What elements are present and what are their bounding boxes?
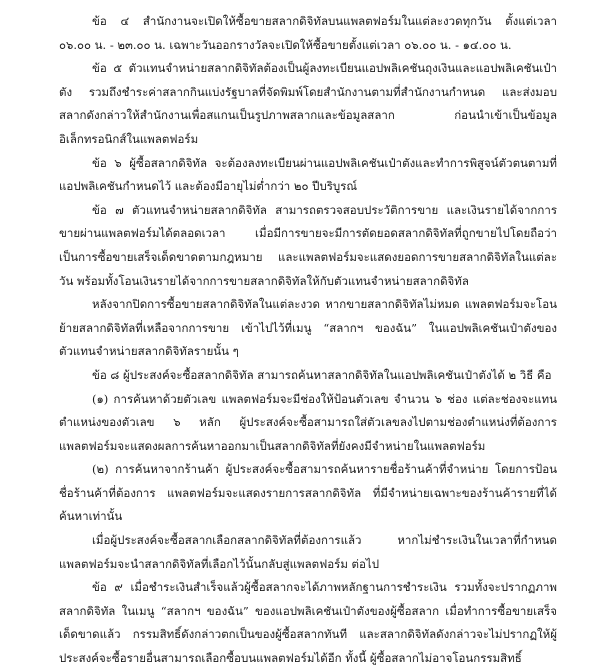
- paragraph-clause-4: ข้อ ๔ สำนักงานจะเปิดให้ซื้อขายสลากดิจิทัลบนแพลตฟอร์มในแต่ละงวดทุกวัน ตั้งแต่เวลา ๐๖.๐๐ น. - ๒๓.๐๐ น. เฉพาะวันออกรางวัลจะเปิดให้ซื้อขายตั้งแต่เวลา ๐๖.๐๐ น. - ๑๔.๐๐ น.: [59, 14, 557, 52]
- paragraph-clause-7-continued: หลังจากปิดการซื้อขายสลากดิจิทัลในแต่ละงวด หากขายสลากดิจิทัลไม่หมด แพลตฟอร์มจะโอนย้ายสลากดิจิทัลที่เหลือจากการขาย เข้าไปไว้ที่เมนู “สลากฯ ของฉัน” ในแอปพลิเคชันเป๋าตังของตัวแทนจำหน่ายสลากดิจิทัลรายนั้น ๆ: [59, 297, 557, 359]
- paragraph-clause-9: ข้อ ๙ เมื่อชำระเงินสำเร็จแล้วผู้ซื้อสลากจะได้ภาพหลักฐานการชำระเงิน รวมทั้งจะปรากฏภาพสลากดิจิทัล ในเมนู “สลากฯ ของฉัน” ของแอปพลิเคชันเป๋าตังของผู้ซื้อสลาก เมื่อทำการซื้อขายเสร็จเด็ดขาดแล้ว กรรมสิทธิ์ดังกล่าวตกเป็นของผู้ซื้อสลากทันที และสลากดิจิทัลดังกล่าวจะไม่ปรากฏให้ผู้ประสงค์จะซื้อรายอื่นสามารถเลือกซื้อบนแพลตฟอร์มได้อีก ทั้งนี้ ผู้ซื้อสลากไม่อาจโอนกรรมสิทธิ์: [59, 580, 557, 666]
- paragraph-clause-7: ข้อ ๗ ตัวแทนจำหน่ายสลากดิจิทัล สามารถตรวจสอบประวัติการขาย และเงินรายได้จากการขายผ่านแพลตฟอร์มได้ตลอดเวลา เมื่อมีการขายจะมีการตัดยอดสลากดิจิทัลที่ถูกขายไปโดยถือว่าเป็นการซื้อขายเสร็จเด็ดขาดตามกฎหมาย และแพลตฟอร์มจะแสดงยอดการขายสลากดิจิทัลในแต่ละวัน พร้อมทั้งโอนเงินรายได้จากการขายสลากดิจิทัลให้กับตัวแทนจำหน่ายสลากดิจิทัล: [59, 202, 557, 288]
- paragraph-clause-8-method-2: (๒) การค้นหาจากร้านค้า ผู้ประสงค์จะซื้อสามารถค้นหารายชื่อร้านค้าที่จำหน่าย โดยการป้อนชื่อร้านค้าที่ต้องการ แพลตฟอร์มจะแสดงรายการสลากดิจิทัล ที่มีจำหน่ายเฉพาะของร้านค้ารายที่ได้ค้นหาเท่านั้น: [59, 462, 557, 524]
- paragraph-clause-5: ข้อ ๕ ตัวแทนจำหน่ายสลากดิจิทัลต้องเป็นผู้ลงทะเบียนแอปพลิเคชันถุงเงินและแอปพลิเคชันเป๋าตัง รวมถึงชำระค่าสลากกินแบ่งรัฐบาลที่จัดพิมพ์โดยสำนักงานตามที่สำนักงานกำหนด และส่งมอบสลากดังกล่าวให้สำนักงานเพื่อสแกนเป็นรูปภาพสลากและข้อมูลสลาก ก่อนนำเข้าเป็นข้อมูลอิเล็กทรอนิกส์ในแพลตฟอร์ม: [59, 61, 557, 146]
- paragraph-clause-6: ข้อ ๖ ผู้ซื้อสลากดิจิทัล จะต้องลงทะเบียนผ่านแอปพลิเคชันเป๋าตังและทำการพิสูจน์ตัวตนตามที่แอปพลิเคชันกำหนดไว้ และต้องมีอายุไม่ต่ำกว่า ๒๐ ปีบริบูรณ์: [59, 155, 557, 194]
- paragraph-clause-8-payment: เมื่อผู้ประสงค์จะซื้อสลากเลือกสลากดิจิทัลที่ต้องการแล้ว หากไม่ชำระเงินในเวลาที่กำหนดแพลตฟอร์มจะนำสลากดิจิทัลที่เลือกไว้นั้นกลับสู่แพลตฟอร์ม ต่อไป: [59, 533, 557, 571]
- paragraph-clause-8-method-1: (๑) การค้นหาด้วยตัวเลข แพลตฟอร์มจะมีช่องให้ป้อนตัวเลข จำนวน ๖ ช่อง แต่ละช่องจะแทนตำแหน่งของตัวเลข ๖ หลัก ผู้ประสงค์จะซื้อสามารถใส่ตัวเลขลงไปตามช่องตำแหน่งที่ต้องการ แพลตฟอร์มจะแสดงผลการค้นหาออกมาเป็นสลากดิจิทัลที่ยังคงมีจำหน่ายในแพลตฟอร์ม: [59, 391, 557, 453]
- paragraph-clause-8: ข้อ ๘ ผู้ประสงค์จะซื้อสลากดิจิทัล สามารถค้นหาสลากดิจิทัลในแอปพลิเคชันเป๋าตังได้ ๒ วิธี คือ: [92, 367, 552, 382]
- document-body: [59, 10, 557, 668]
